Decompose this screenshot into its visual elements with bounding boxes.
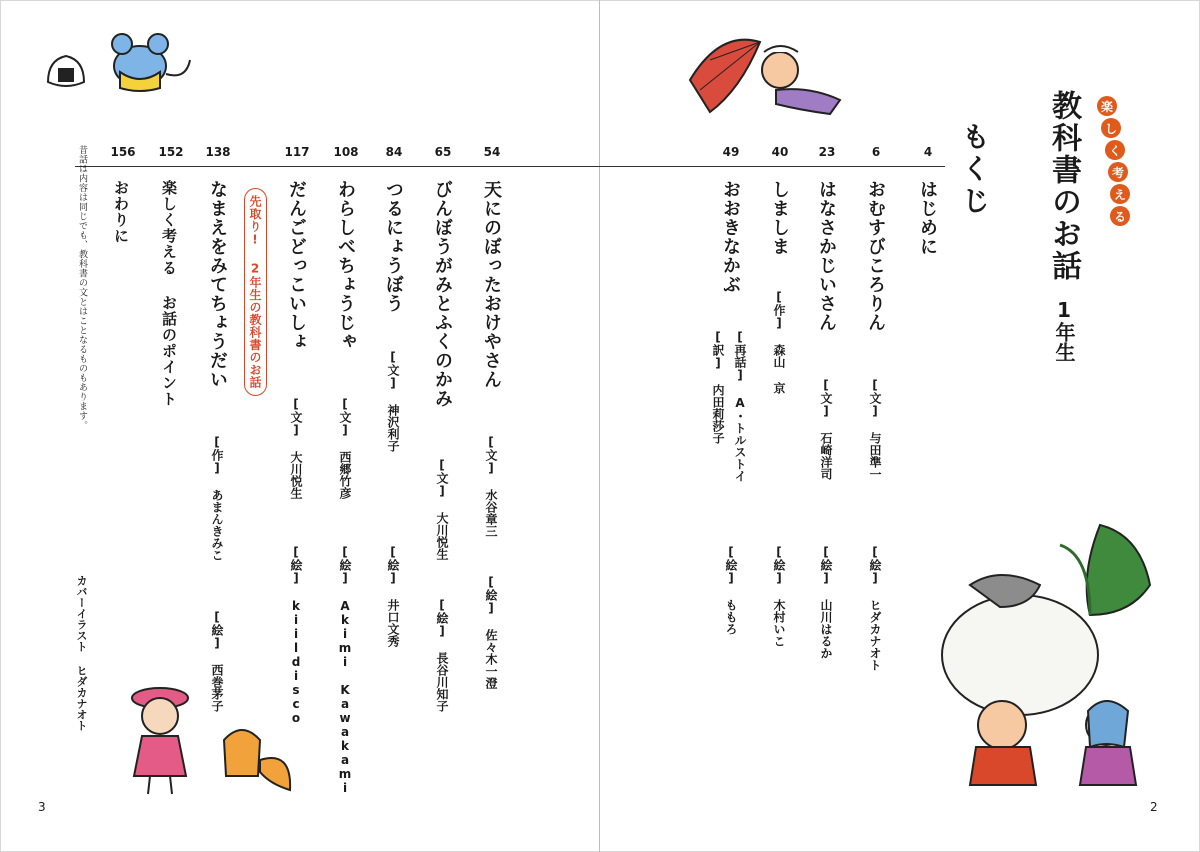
preview-label: 先取り! 2年生の教科書のお話 <box>244 188 267 396</box>
toc-page-number: 49 <box>722 145 740 159</box>
toc-entry-title: はじめに <box>917 180 938 256</box>
girl-fox-illustration <box>120 680 310 800</box>
page-number-right: 2 <box>1150 800 1158 814</box>
toc-entry-author: [作] あまんきみこ <box>210 435 224 561</box>
series-badge: る <box>1110 206 1130 226</box>
toc-entry-title: つるにょうぼう <box>383 180 404 313</box>
toc-entry-title: 天にのぼったおけやさん <box>481 180 502 389</box>
toc-entry-author: [文] 与田準一 <box>868 378 882 480</box>
toc-page-number: 156 <box>110 145 136 159</box>
toc-entry-author: [文] 大川悦生 <box>435 458 449 560</box>
toc-page-number: 23 <box>818 145 836 159</box>
toc-entry-artist: [絵] ヒダカナオト <box>868 545 882 671</box>
toc-page-number: 152 <box>158 145 184 159</box>
toc-entry-artist: [絵] kiildisco <box>289 545 303 725</box>
rule-left <box>75 166 600 167</box>
turnip-family-illustration <box>940 515 1170 805</box>
series-badge: え <box>1110 184 1130 204</box>
toc-entry-title: 楽しく考える お話のポイント <box>160 180 178 407</box>
toc-entry-artist: [絵] Akimi Kawakami <box>338 545 352 795</box>
series-badge: 考 <box>1108 162 1128 182</box>
umbrella-man-illustration <box>680 30 860 120</box>
series-badge: 楽 <box>1097 96 1117 116</box>
gutter-line <box>599 0 600 852</box>
toc-entry-author: [作] 森山 京 <box>772 290 786 394</box>
series-badge: し <box>1101 118 1121 138</box>
toc-entry-artist: [絵] 井口文秀 <box>386 545 400 647</box>
cover-credit: カバーイラスト ヒダカナオト <box>75 575 88 731</box>
toc-page-number: 117 <box>284 145 310 159</box>
toc-entry-title: びんぼうがみとふくのかみ <box>432 180 453 408</box>
toc-page-number: 6 <box>871 145 881 159</box>
toc-page-number: 65 <box>434 145 452 159</box>
onigiri-mouse-illustration <box>40 30 200 100</box>
toc-entry-artist: [絵] ももろ <box>724 545 738 635</box>
toc-entry-author: [訳] 内田莉莎子 <box>711 330 725 444</box>
grade-label: 1年生 <box>1052 298 1076 362</box>
toc-page-number: 40 <box>771 145 789 159</box>
note-text: 昔話は内容は同じでも、教科書の文とはことなるものもあります。 <box>77 145 87 430</box>
toc-entry-title: おおきなかぶ <box>720 180 741 294</box>
toc-entry-author: [文] 西郷竹彦 <box>338 397 352 499</box>
page-number-left: 3 <box>38 800 46 814</box>
toc-entry-author: [再話] A・トルストイ <box>733 330 747 482</box>
toc-entry-title: おわりに <box>112 180 130 244</box>
toc-page-number: 84 <box>385 145 403 159</box>
toc-page-number: 54 <box>483 145 501 159</box>
toc-entry-title: なまえをみてちょうだい <box>207 180 228 389</box>
rule-right <box>600 166 945 167</box>
toc-entry-author: [文] 水谷章三 <box>484 435 498 537</box>
toc-entry-artist: [絵] 西巻茅子 <box>210 610 224 712</box>
toc-entry-title: はなさかじいさん <box>816 180 837 332</box>
toc-page-number: 4 <box>923 145 933 159</box>
toc-entry-artist: [絵] 佐々木一澄 <box>484 575 498 689</box>
toc-entry-title: だんごどっこいしょ <box>286 180 307 351</box>
toc-page-number: 138 <box>205 145 231 159</box>
series-badge: く <box>1105 140 1125 160</box>
toc-entry-artist: [絵] 木村いこ <box>772 545 786 647</box>
book-title: 教科書のお話 <box>1046 90 1081 282</box>
toc-entry-title: おむすびころりん <box>865 180 886 332</box>
toc-entry-artist: [絵] 山川はるか <box>819 545 833 659</box>
toc-entry-author: [文] 神沢利子 <box>386 350 400 452</box>
toc-entry-title: わらしべちょうじゃ <box>335 180 356 351</box>
toc-entry-author: [文] 石崎洋司 <box>819 378 833 480</box>
toc-entry-artist: [絵] 長谷川知子 <box>435 598 449 712</box>
toc-entry-title: しましま <box>769 180 790 256</box>
toc-page-number: 108 <box>333 145 359 159</box>
toc-heading: もくじ <box>958 122 991 218</box>
toc-entry-author: [文] 大川悦生 <box>289 397 303 499</box>
